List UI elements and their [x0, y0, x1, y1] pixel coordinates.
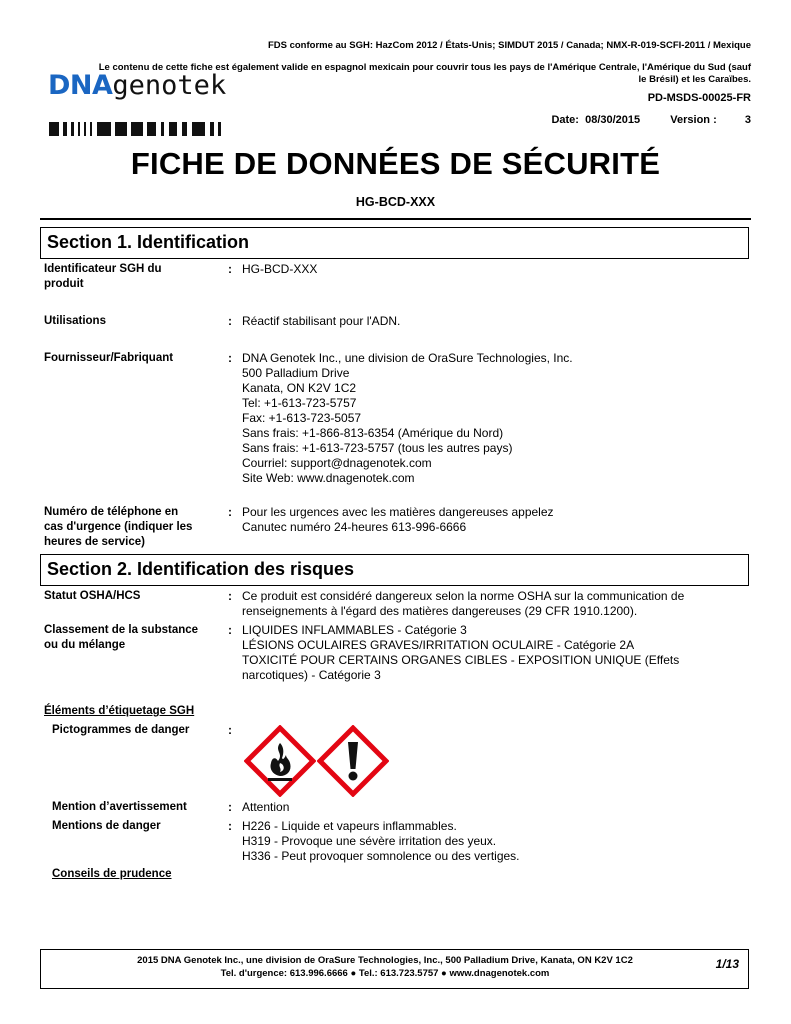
date-version-line: [551, 114, 751, 126]
colon: :: [228, 800, 232, 814]
pictograms-label: Pictogrammes de danger: [52, 724, 190, 736]
classification-label-line: ou du mélange: [44, 639, 126, 651]
footer-address: 2015 DNA Genotek Inc., une division de OraSure Technologies, Inc., 500 Palladium Drive, Kanata, ON K2V 1C2: [137, 955, 633, 966]
compliance-header: FDS conforme au SGH: HazCom 2012 / États-Unis; SIMDUT 2015 / Canada; NMX-R-019-SCFI-2011 / Mexique: [267, 40, 751, 51]
product-code: HG-BCD-XXX: [355, 195, 436, 209]
colon: :: [228, 623, 232, 637]
logo-barcode-graphic: [49, 122, 222, 136]
hazard-line: H336 - Peut provoquer somnolence ou des vertiges.: [242, 849, 520, 863]
colon: :: [228, 723, 232, 737]
emergency-label-line: cas d'urgence (indiquer les: [44, 521, 193, 533]
classification-value: [242, 623, 742, 683]
emergency-line: Canutec numéro 24-heures 613-996-6666: [242, 520, 467, 534]
exclamation-pictogram-icon: [317, 725, 389, 797]
classification-line: LÉSIONS OCULAIRES GRAVES/IRRITATION OCULAIRE - Catégorie 2A: [242, 638, 635, 652]
signal-word-label: Mention d’avertissement: [52, 801, 187, 813]
version-label: Version :: [670, 114, 717, 126]
hazard-line: H319 - Provoque une sévère irritation des yeux.: [242, 834, 497, 848]
product-identifier-label-line-2: produit: [44, 278, 84, 290]
colon: :: [228, 819, 232, 833]
supplier-line: Sans frais: +1-613-723-5757 (tous les autres pays): [242, 441, 513, 455]
product-identifier-value: HG-BCD-XXX: [242, 262, 318, 276]
company-logo: [48, 70, 226, 101]
osha-line: renseignements à l'égard des matières dangereuses (29 CFR 1910.1200).: [242, 604, 638, 618]
supplier-line: Sans frais: +1-866-813-6354 (Amérique du Nord): [242, 426, 504, 440]
page-title: FICHE DE DONNÉES DE SÉCURITÉ: [130, 146, 661, 181]
colon: :: [228, 314, 232, 328]
emergency-phone-label: [44, 505, 224, 550]
section-1-title: Section 1. Identification: [47, 232, 250, 252]
date-value: 08/30/2015: [585, 114, 641, 126]
emergency-phone-value: [242, 505, 742, 535]
osha-status-value: [242, 589, 742, 619]
hazard-line: H226 - Liquide et vapeurs inflammables.: [242, 819, 457, 833]
colon: :: [228, 589, 232, 603]
emergency-line: Pour les urgences avec les matières dangereuses appelez: [242, 505, 554, 519]
validity-note-line-1: Le contenu de cette fiche est également valide en espagnol mexicain pour couvrir tous les pays de l'Amérique Centrale, l'Amérique du Sud (sauf: [98, 62, 751, 73]
classification-label-line: Classement de la substance: [44, 624, 199, 636]
page-number: 1/13: [715, 957, 739, 971]
classification-line: TOXICITÉ POUR CERTAINS ORGANES CIBLES - EXPOSITION UNIQUE (Effets: [242, 653, 680, 667]
title-divider: [40, 218, 751, 220]
supplier-line: Courriel: support@dnagenotek.com: [242, 456, 432, 470]
flame-pictogram-icon: [244, 725, 316, 797]
osha-status-label: Statut OSHA/HCS: [44, 590, 141, 602]
osha-line: Ce produit est considéré dangereux selon la norme OSHA sur la communication de: [242, 589, 685, 603]
product-identifier-label-line-1: Identificateur SGH du: [44, 263, 162, 275]
footer-contacts: Tel. d'urgence: 613.996.6666 ● Tel.: 613.723.5757 ● www.dnagenotek.com: [220, 968, 550, 979]
section-2-title: Section 2. Identification des risques: [47, 559, 355, 579]
section-1-header: [40, 227, 749, 259]
classification-line: LIQUIDES INFLAMMABLES - Catégorie 3: [242, 623, 467, 637]
supplier-line: Kanata, ON K2V 1C2: [242, 381, 357, 395]
logo-genotek: genotek: [112, 70, 227, 101]
colon: :: [228, 262, 232, 276]
product-identifier-label: [44, 262, 224, 292]
classification-label: [44, 623, 224, 653]
hazard-statements-label: Mentions de danger: [52, 820, 161, 832]
document-id: PD-MSDS-00025-FR: [647, 92, 751, 104]
hazard-statements-value: [242, 819, 742, 864]
supplier-line: Site Web: www.dnagenotek.com: [242, 471, 415, 485]
supplier-label: Fournisseur/Fabriquant: [44, 352, 174, 364]
supplier-line: Tel: +1-613-723-5757: [242, 396, 357, 410]
date-label: Date:: [551, 114, 579, 126]
uses-label: Utilisations: [44, 315, 106, 327]
validity-note-line-2: le Brésil) et les Caraïbes.: [638, 74, 751, 85]
emergency-label-line: heures de service): [44, 536, 146, 548]
supplier-line: Fax: +1-613-723-5057: [242, 411, 362, 425]
supplier-line: 500 Palladium Drive: [242, 366, 350, 380]
section-2-header: [40, 554, 749, 586]
uses-value: Réactif stabilisant pour l'ADN.: [242, 314, 401, 328]
emergency-label-line: Numéro de téléphone en: [44, 506, 179, 518]
version-value: 3: [744, 114, 751, 126]
logo-dna: DNA: [48, 70, 113, 101]
signal-word-value: Attention: [242, 800, 290, 814]
colon: :: [228, 505, 232, 519]
supplier-details: [242, 351, 742, 486]
precautionary-statements-heading: Conseils de prudence: [52, 868, 172, 880]
label-elements-heading: Éléments d’étiquetage SGH: [44, 705, 195, 717]
supplier-line: DNA Genotek Inc., une division de OraSure Technologies, Inc.: [242, 351, 573, 365]
classification-line: narcotiques) - Catégorie 3: [242, 668, 381, 682]
colon: :: [228, 351, 232, 365]
